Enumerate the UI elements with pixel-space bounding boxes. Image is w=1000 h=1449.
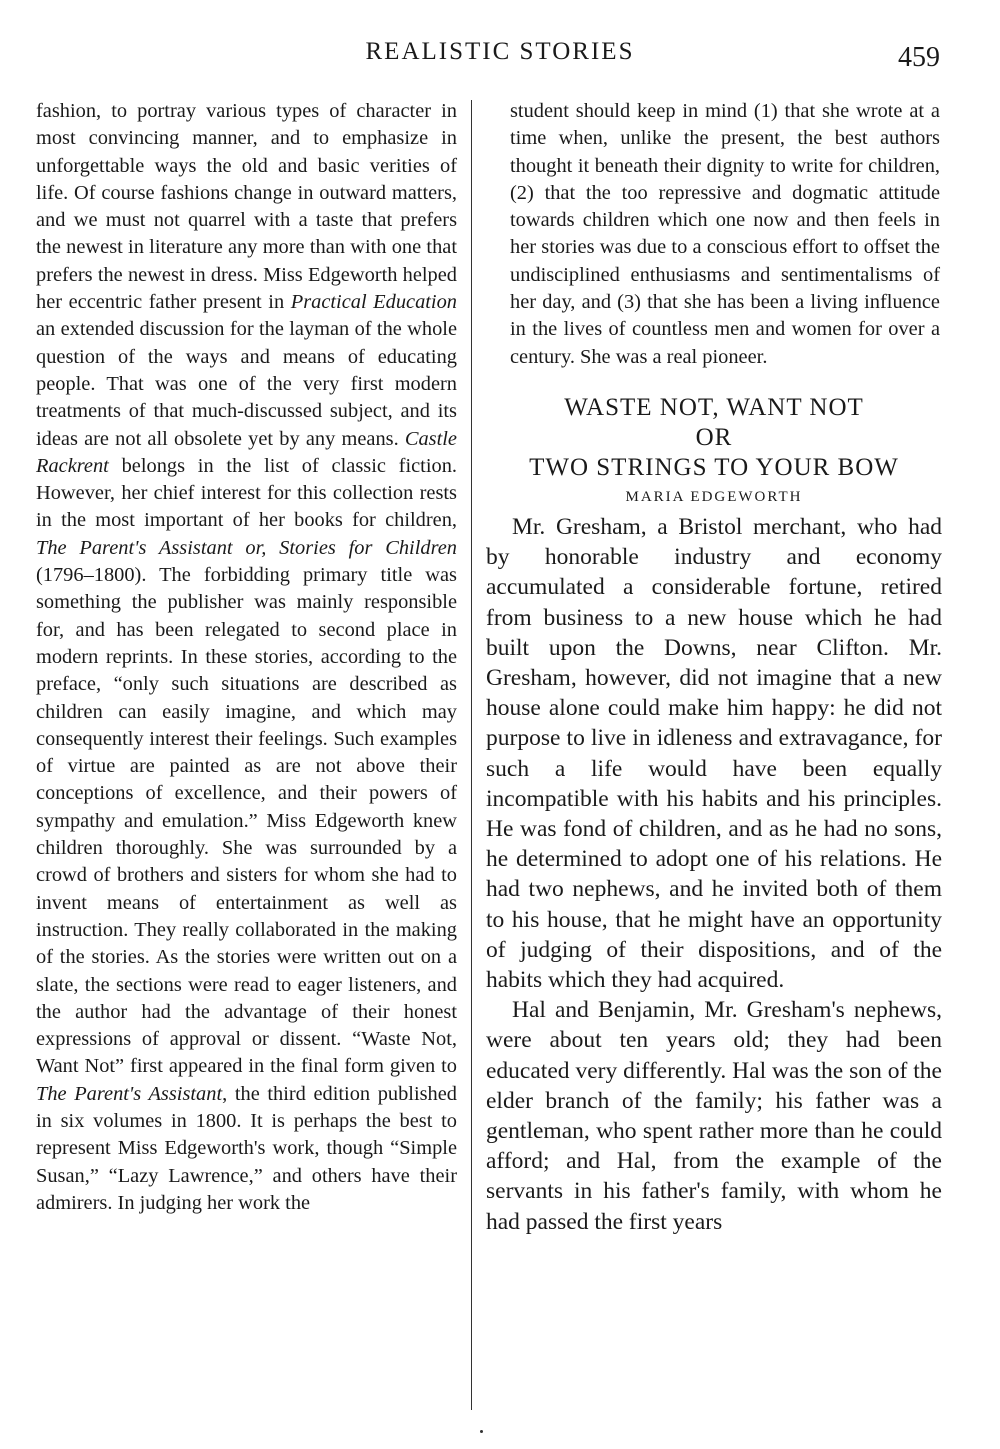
story-title xyxy=(486,393,942,483)
story-paragraph: Mr. Gresham, a Bristol merchant, who had by honorable industry and economy accumulated a considerable fortune, retired from business to a new house which he had built upon the Downs, near Clifton. Mr. Gresham, however, did not imagine that a new house alone could make him happy: he did not purpose to live in idleness and extravagance, for such a life would have been equally incompatible with his habits and his principles. He was fond of children, and as he had no sons, he determined to adopt one of his relations. He had two nephews, and he invited both of them to his house, that he might have an opportunity of judging of their dispositions, and of the habits which they had acquired. xyxy=(486,513,942,994)
text-run: fashion, to portray various types of character in most convincing manner, and to emphasize in unforgettable ways the old and basic verities of life. Of course fashions change in outward matters, and we must not quarrel with a taste that prefers the newest in literature any more than with one that prefers the newest in dress. Miss Edgeworth helped her eccentric father present in xyxy=(36,100,457,314)
story-author: MARIA EDGEWORTH xyxy=(625,488,803,505)
page-number: 459 xyxy=(898,42,940,73)
book-title: Castle Rackrent xyxy=(36,427,457,477)
story-paragraph: Hal and Benjamin, Mr. Gresham's nephews, were about ten years old; they had been educated very differently. Hal was the son of the elder branch of the family; his father was a gentleman, who spent rather more than he could afford; and Hal, from the example of the servants in his father's family, with whom he had passed the first years xyxy=(486,997,942,1235)
column-divider xyxy=(471,100,472,1410)
story-title-line: OR xyxy=(695,423,733,451)
left-column xyxy=(36,98,457,1217)
story-title-line: TWO STRINGS TO YOUR BOW xyxy=(529,453,899,481)
page-header xyxy=(0,38,1000,74)
right-column xyxy=(486,98,942,1237)
text-run: belongs in the list of classic fiction. However, her chief interest for this collection rests in the most important of her books for children, xyxy=(36,454,457,532)
text-run: (1796–1800). The forbidding primary title was something the publisher was mainly responsible for, and has been relegated to second place in modern reprints. In these stories, according to the preface, “only such situations are described as children can easily imagine, and which may consequently interest their feelings. Such examples of virtue are painted as are not above their conceptions of excellence, and their powers of sympathy and emulation.” Miss Edgeworth knew children thoroughly. She was surrounded by a crowd of brothers and sisters for whom she had to invent means of entertainment as well as instruction. They really collaborated in the making of the stories. As the stories were written out on a slate, the sections were read to eager listeners, and the author had the advantage of their honest expressions of approval or dissent. “Waste Not, Want Not” first appeared in the final form given to xyxy=(36,564,457,1078)
running-head: REALISTIC STORIES xyxy=(365,38,635,65)
page-mark xyxy=(480,1430,483,1433)
book-title: The Parent's Assistant or, Stories for Children xyxy=(36,536,457,559)
book-title: Practical Education xyxy=(290,291,457,314)
story-title-line: WASTE NOT, WANT NOT xyxy=(564,393,864,421)
text-run: an extended discussion for the layman of the whole question of the ways and means of educating people. That was one of the very first modern treatments of that much-discussed subject, and its ideas are not all obsolete yet by any means. xyxy=(36,318,457,450)
book-title: The Parent's Assistant xyxy=(36,1082,223,1105)
text-run: , the third edition published in six volumes in 1800. It is perhaps the best to represent Miss Edgeworth's work, though “Simple Susan,” “Lazy Lawrence,” and others have their admirers. In judging her work the xyxy=(36,1082,457,1214)
left-paragraph xyxy=(36,98,457,1217)
intro-paragraph: student should keep in mind (1) that she wrote at a time when, unlike the present, the best authors thought it beneath their dignity to write for children, (2) that the too repressive and dogmatic attitude towards children which one now and then feels in her stories was due to a conscious effort to offset the undisciplined enthusiasms and sentimentalisms of her day, and (3) that she has been a living influence in the lives of countless men and women for over a century. She was a real pioneer. xyxy=(510,100,940,368)
